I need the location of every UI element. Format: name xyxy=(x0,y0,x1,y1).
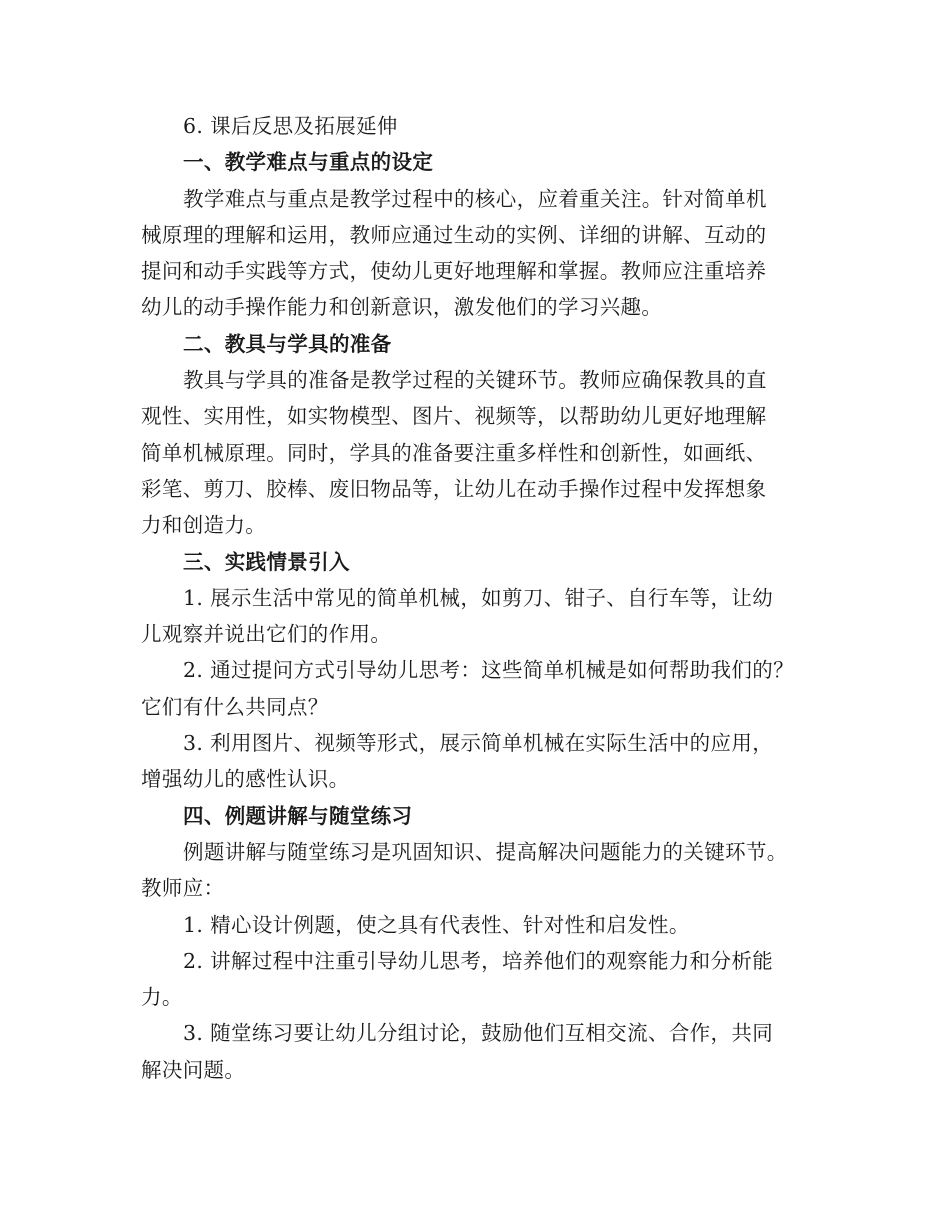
section-heading-3: 三、实践情景引入 xyxy=(183,549,350,574)
list-item-continuation: 儿观察并说出它们的作用。 xyxy=(141,622,392,647)
paragraph-line: 教学难点与重点是教学过程中的核心，应着重关注。针对简单机 xyxy=(183,186,767,211)
list-item-continuation: 增强幼儿的感性认识。 xyxy=(141,767,350,792)
paragraph-line: 教具与学具的准备是教学过程的关键环节。教师应确保教具的直 xyxy=(183,368,767,393)
section-heading-2: 二、教具与学具的准备 xyxy=(183,331,392,356)
paragraph-line: 力和创造力。 xyxy=(141,513,267,538)
paragraph-line: 幼儿的动手操作能力和创新意识，激发他们的学习兴趣。 xyxy=(141,295,663,320)
list-item-continuation: 它们有什么共同点？ xyxy=(141,694,329,719)
paragraph-line: 械原理的理解和运用，教师应通过生动的实例、详细的讲解、互动的 xyxy=(141,222,767,247)
list-item-reflection: 6. 课后反思及拓展延伸 xyxy=(183,114,398,138)
paragraph-line: 观性、实用性，如实物模型、图片、视频等，以帮助幼儿更好地理解 xyxy=(141,404,767,429)
document-page xyxy=(141,108,811,1088)
list-item: 2. 通过提问方式引导幼儿思考：这些简单机械是如何帮助我们的？ xyxy=(183,658,794,683)
list-item: 1. 展示生活中常见的简单机械，如剪刀、钳子、自行车等，让幼 xyxy=(183,585,774,610)
list-item-continuation: 解决问题。 xyxy=(141,1057,246,1082)
list-item: 3. 随堂练习要让幼儿分组讨论，鼓励他们互相交流、合作，共同 xyxy=(183,1021,774,1046)
paragraph-line: 简单机械原理。同时，学具的准备要注重多样性和创新性，如画纸、 xyxy=(141,440,767,465)
list-item-continuation: 力。 xyxy=(141,985,183,1010)
paragraph-line: 提问和动手实践等方式，使幼儿更好地理解和掌握。教师应注重培养 xyxy=(141,259,767,284)
list-item: 1. 精心设计例题，使之具有代表性、针对性和启发性。 xyxy=(183,912,690,937)
paragraph-line: 彩笔、剪刀、胶棒、废旧物品等，让幼儿在动手操作过程中发挥想象 xyxy=(141,476,767,501)
list-item: 3. 利用图片、视频等形式，展示简单机械在实际生活中的应用， xyxy=(183,731,774,756)
paragraph-line: 教师应： xyxy=(141,876,225,901)
list-item: 2. 讲解过程中注重引导幼儿思考，培养他们的观察能力和分析能 xyxy=(183,948,774,973)
section-heading-1: 一、教学难点与重点的设定 xyxy=(183,150,434,175)
paragraph-line: 例题讲解与随堂练习是巩固知识、提高解决问题能力的关键环节。 xyxy=(183,839,788,864)
section-heading-4: 四、例题讲解与随堂练习 xyxy=(183,803,413,828)
